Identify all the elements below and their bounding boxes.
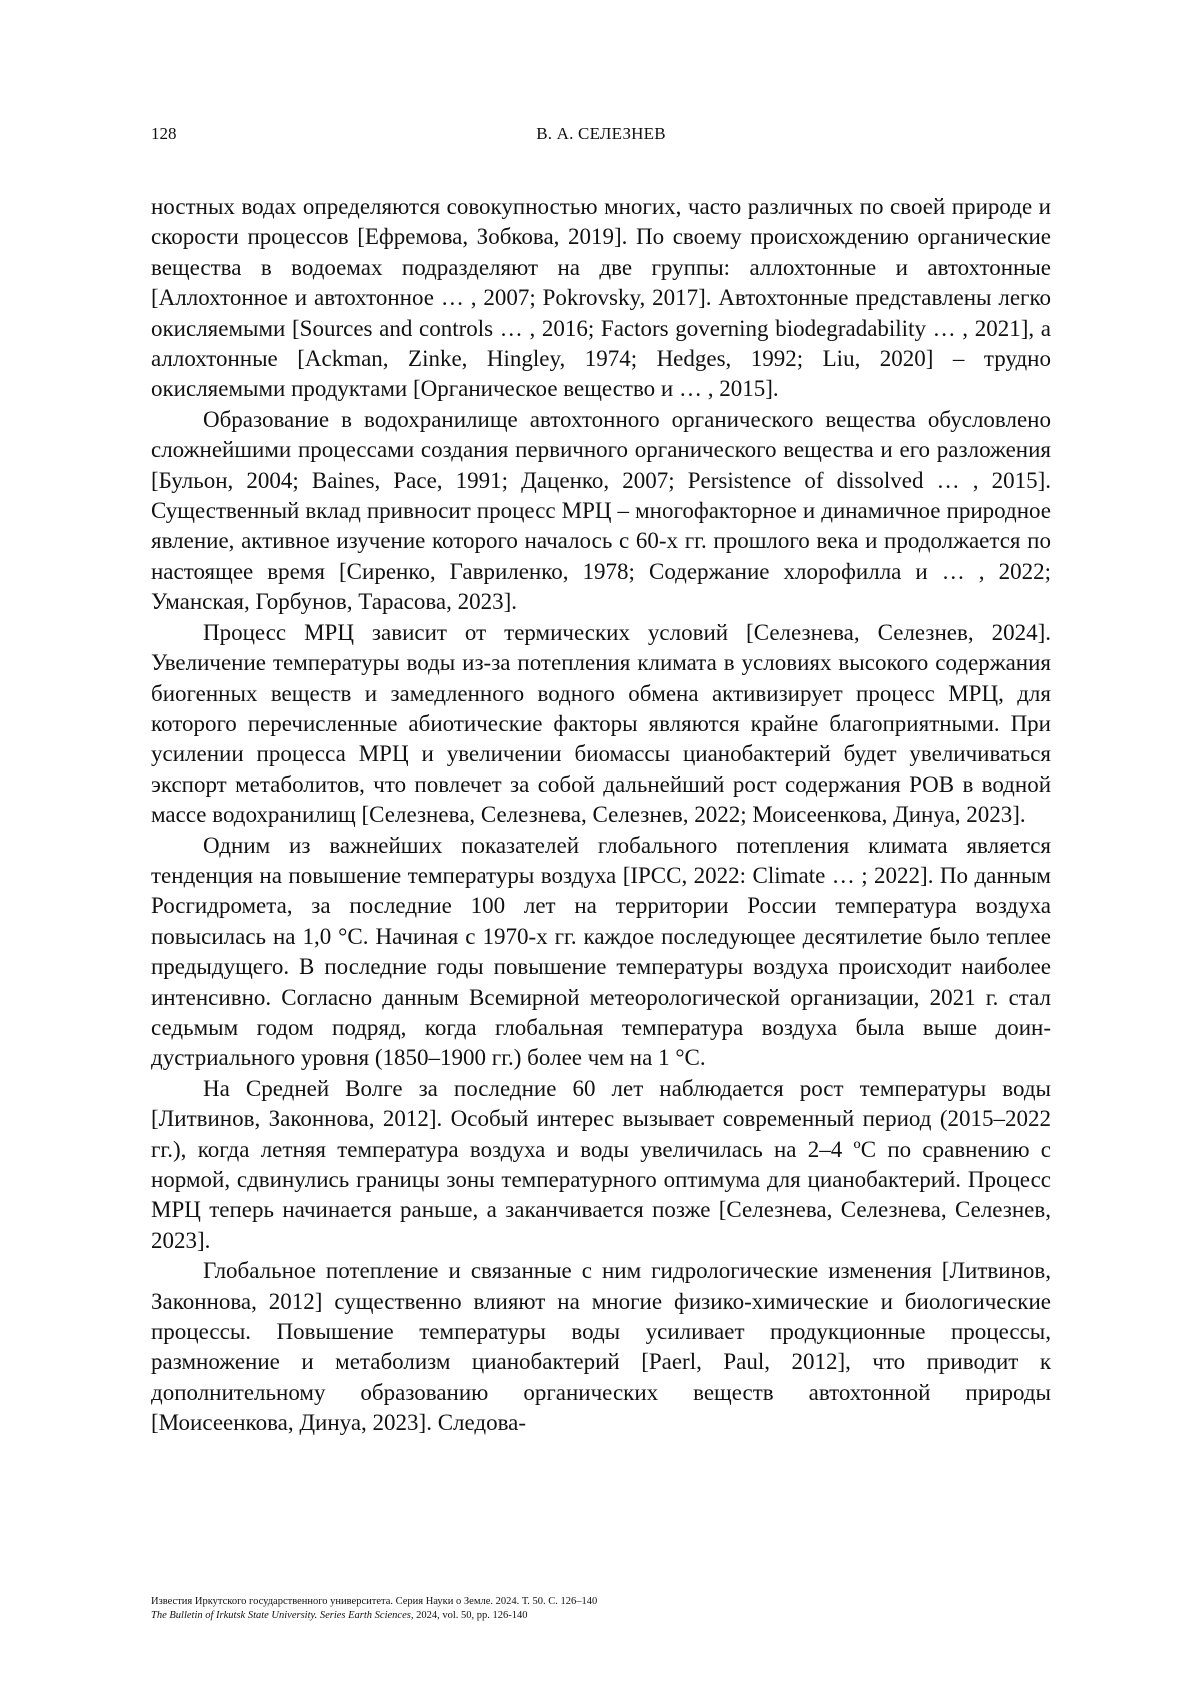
running-head <box>151 124 1051 150</box>
paragraph: Глобальное потепление и связанные с ним гидрологические изменения [Литвинов, Законнова, 2012] существенно влияют на многие физико-химические и биологические процессы. Повышение температуры воды уси­ливает продукционные процессы, размножение и метаболизм цианобактерий [Paerl, Paul, 2012], что приводит к дополнительному образованию органичес­ких веществ автохтонной природы [Моисеенкова, Динуа, 2023]. Следова- <box>151 1256 1051 1438</box>
paragraph: Процесс МРЦ зависит от термических условий [Селезнева, Селезнев, 2024]. Увеличение температуры воды из-за потепления климата в условиях высокого содержания биогенных веществ и замедленного водного обмена активизирует процесс МРЦ, для которого перечисленные абиотические фак­торы являются крайне благоприятными. При усилении процесса МРЦ и уве­личении биомассы цианобактерий будет увеличиваться экспорт метаболитов, что повлечет за собой дальнейший рост содержания РОВ в водной массе водо­хранилищ [Селезнева, Селезнева, Селезнев, 2022; Моисеенкова, Динуа, 2023]. <box>151 618 1051 831</box>
journal-citation-ru: Известия Иркутского государственного университета. Серия Науки о Земле. 2024. Т. 50. С. 126–140 <box>151 1595 1051 1609</box>
article-body <box>151 192 1051 1439</box>
paragraph: На Средней Волге за последние 60 лет наблюдается рост температуры воды [Литвинов, Законнова, 2012]. Особый интерес вызывает современный период (2015–2022 гг.), когда летняя температура воздуха и воды увеличи­лась на 2–4 ºС по сравнению с нормой, сдвинулись границы зоны темпера­турного оптимума для цианобактерий. Процесс МРЦ теперь начинается раньше, а заканчивается позже [Селезнева, Селезнева, Селезнев, 2023]. <box>151 1074 1051 1256</box>
journal-title-en: The Bulletin of Irkutsk State University. Series Earth Sciences, <box>151 1610 413 1621</box>
page-number: 128 <box>151 124 177 144</box>
paragraph-continuation: ностных водах определяются совокупностью многих, часто различных по своей природе и скорости процессов [Ефремова, Зобкова, 2019]. По своему происхождению органические вещества в водоемах подразделяют на две группы: аллохтонные и автохтонные [Аллохтонное и автохтонное … , 2007; Pokrovsky, 2017]. Автохтонные представлены легко окисляемыми [Sources and controls … , 2016; Factors governing biodegradability … , 2021], а аллох­тонные [Ackman, Zinke, Hingley, 1974; Hedges, 1992; Liu, 2020] – трудно окисляемыми продуктами [Органическое вещество и … , 2015]. <box>151 192 1051 405</box>
paragraph: Образование в водохранилище автохтонного органического вещества обусловлено сложнейшими процессами создания первичного органического вещества и его разложения [Бульон, 2004; Baines, Pace, 1991; Даценко, 2007; Persistence of dissolved … , 2015]. Существенный вклад привносит процесс МРЦ – многофакторное и динамичное природное явление, активное изуче­ние которого началось с 60-х гг. прошлого века и продолжается по настоя­щее время [Сиренко, Гавриленко, 1978; Содержание хлорофилла и … , 2022; Уманская, Горбунов, Тарасова, 2023]. <box>151 405 1051 618</box>
journal-footer <box>151 1595 1051 1623</box>
journal-citation-en <box>151 1609 1051 1623</box>
paragraph: Одним из важнейших показателей глобального потепления климата яв­ляется тенденция на повышение температуры воздуха [IPCC, 2022: Climate … ; 2022]. По данным Росгидромета, за последние 100 лет на территории России температура воздуха повысилась на 1,0 °С. Начиная с 1970-х гг. каж­дое последующее десятилетие было теплее предыдущего. В последние годы повышение температуры воздуха происходит наиболее интенсивно. Соглас­но данным Всемирной метеорологической организации, 2021 г. стал седь­мым годом подряд, когда глобальная температура воздуха была выше доин­дустриального уровня (1850–1900 гг.) более чем на 1 °С. <box>151 831 1051 1074</box>
journal-details-en: 2024, vol. 50, pp. 126-140 <box>413 1610 527 1621</box>
running-title-author: В. А. СЕЛЕЗНЕВ <box>151 124 1051 144</box>
